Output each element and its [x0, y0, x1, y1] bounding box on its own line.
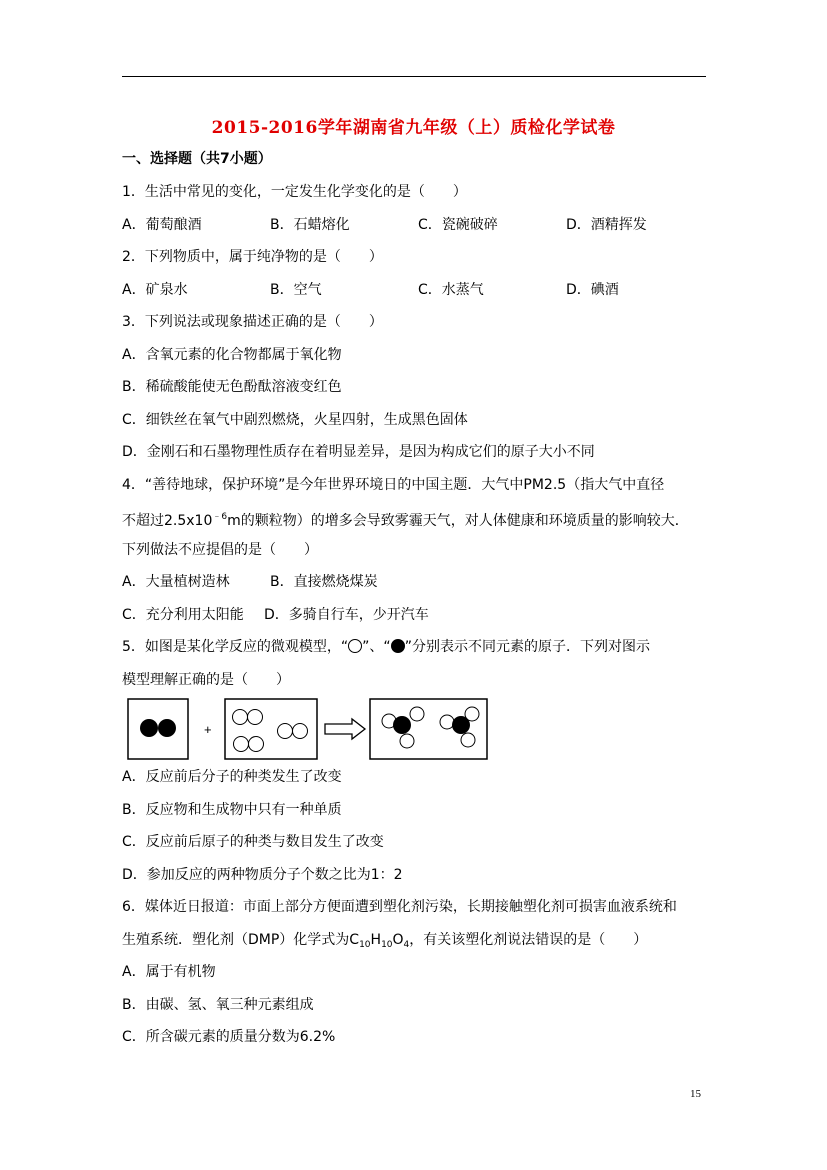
question-5-line-1: [122, 638, 650, 656]
question-5-line-2: 模型理解正确的是（ ）: [122, 672, 290, 688]
reaction-arrow-icon: [325, 719, 365, 739]
q5-line1-post: ”分别表示不同元素的原子．下列对图示: [404, 639, 650, 655]
q1-option-c: C．瓷碗破碎: [418, 217, 498, 233]
q6-option-b: B．由碳、氢、氧三种元素组成: [122, 997, 314, 1013]
question-2-options: [122, 281, 722, 299]
q3-option-b: B．稀硫酸能使无色酚酞溶液变红色: [122, 379, 342, 395]
reactant-box-2: [225, 699, 317, 759]
question-1-stem: 1．生活中常见的变化，一定发生化学变化的是（ ）: [122, 184, 467, 200]
q6-subscript-h: 10: [381, 940, 393, 950]
q4-option-a: A．大量植树造林: [122, 574, 230, 590]
question-4-line-1: 4．“善待地球，保护环境”是今年世界环境日的中国主题．大气中PM2.5（指大气中直径: [122, 477, 665, 493]
q1-option-b: B．石蜡熔化: [270, 217, 350, 233]
q2-option-b: B．空气: [270, 282, 322, 298]
page-title: 2015-2016学年湖南省九年级（上）质检化学试卷: [211, 118, 616, 138]
reaction-model-diagram: [127, 698, 489, 760]
question-4-options-row-1: [122, 573, 522, 591]
q4-option-d: D．多骑自行车，少开汽车: [264, 607, 429, 623]
q4-option-c: C．充分利用太阳能: [122, 607, 244, 623]
q3-option-d: D．金刚石和石墨物理性质存在着明显差异，是因为构成它们的原子大小不同: [122, 444, 595, 460]
product-box: [370, 699, 487, 759]
question-3-stem: 3．下列说法或现象描述正确的是（ ）: [122, 314, 383, 330]
black-atom-icon: [391, 639, 405, 653]
page-number: 15: [690, 1088, 701, 1100]
q4-line2-pre: 不超过2.5x10: [122, 513, 213, 529]
q6-subscript-c: 10: [359, 940, 371, 950]
q5-option-a: A．反应前后分子的种类发生了改变: [122, 769, 342, 785]
q3-option-c: C．细铁丝在氧气中剧烈燃烧，火星四射，生成黑色固体: [122, 412, 468, 428]
plus-sign: +: [204, 722, 212, 737]
q6-element-o: O: [392, 932, 404, 948]
q5-line1-mid: ”、“: [362, 639, 391, 655]
q6-option-c: C．所含碳元素的质量分数为6.2%: [122, 1029, 336, 1045]
white-atom-icon: [348, 639, 362, 653]
section-heading: 一、选择题（共7小题）: [122, 151, 272, 167]
q4-exponent: ﹣6: [212, 512, 228, 522]
question-4-line-2: [122, 508, 689, 530]
q2-option-c: C．水蒸气: [418, 282, 484, 298]
question-1-options: [122, 216, 722, 234]
question-4-line-3: 下列做法不应提倡的是（ ）: [122, 542, 318, 558]
q6-subscript-o: 4: [403, 940, 410, 950]
q5-line1-pre: 5．如图是某化学反应的微观模型，“: [122, 639, 349, 655]
question-6-line-1: 6．媒体近日报道：市面上部分方便面遭到塑化剂污染，长期接触塑化剂可损害血液系统和: [122, 899, 677, 915]
q6-line2-pre: 生殖系统．塑化剂（DMP）化学式为C: [122, 932, 360, 948]
q5-option-d: D．参加反应的两种物质分子个数之比为1：2: [122, 867, 403, 883]
q2-option-d: D．碘酒: [566, 282, 619, 298]
reactant-box-1: [128, 699, 188, 759]
q5-option-c: C．反应前后原子的种类与数目发生了改变: [122, 834, 384, 850]
q5-option-b: B．反应物和生成物中只有一种单质: [122, 802, 342, 818]
q2-option-a: A．矿泉水: [122, 282, 188, 298]
question-4-options-row-2: [122, 606, 522, 624]
q3-option-a: A．含氧元素的化合物都属于氧化物: [122, 347, 342, 363]
q6-line2-post: ，有关该塑化剂说法错误的是（ ）: [409, 932, 648, 948]
q1-option-a: A．葡萄酿酒: [122, 217, 202, 233]
q1-option-d: D．酒精挥发: [566, 217, 647, 233]
q6-element-h: H: [370, 932, 382, 948]
q6-option-a: A．属于有机物: [122, 964, 216, 980]
q4-line2-post: m的颗粒物）的增多会导致雾霾天气，对人体健康和环境质量的影响较大．: [227, 513, 689, 529]
header-rule: [122, 76, 706, 77]
q4-option-b: B．直接燃烧煤炭: [270, 574, 378, 590]
question-2-stem: 2．下列物质中，属于纯净物的是（ ）: [122, 249, 383, 265]
question-6-line-2: [122, 931, 647, 954]
